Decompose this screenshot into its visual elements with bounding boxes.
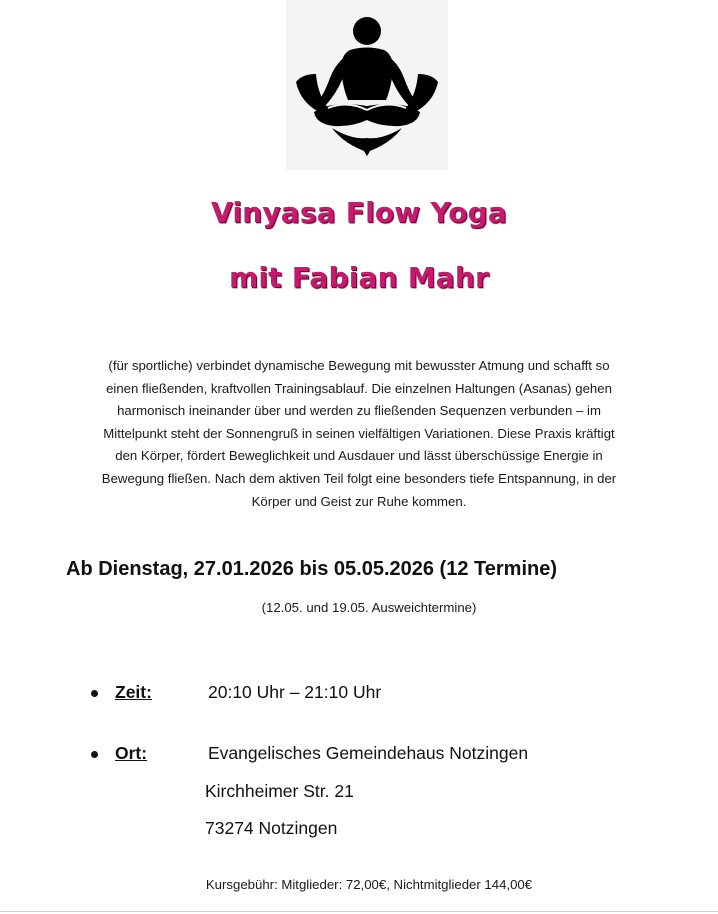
meditation-lotus-icon	[292, 14, 442, 156]
description-line: den Körper, fördert Beweglichkeit und Ausdauer und lässt überschüssige Energie in	[115, 448, 603, 464]
bullet-icon	[91, 690, 98, 697]
time-value: 20:10 Uhr – 21:10 Uhr	[208, 682, 382, 702]
page-divider	[0, 911, 718, 912]
course-fee: Kursgebühr: Mitglieder: 72,00€, Nichtmitglieder 144,00€	[205, 877, 533, 892]
place-city: 73274 Notzingen	[205, 818, 338, 838]
description-line: (für sportliche) verbindet dynamische Bewegung mit bewusster Atmung und schafft so	[108, 358, 610, 373]
place-label: Ort:	[115, 743, 148, 763]
bullet-icon	[91, 751, 98, 758]
time-label: Zeit:	[115, 682, 152, 702]
page-title: Vinyasa Flow Yoga	[210, 196, 508, 229]
alternate-dates: (12.05. und 19.05. Ausweichtermine)	[261, 600, 477, 615]
instructor-title: mit Fabian Mahr	[228, 261, 489, 294]
place-street: Kirchheimer Str. 21	[205, 781, 354, 801]
description-line: harmonisch ineinander über und werden zu fließenden Sequenzen verbunden – im	[117, 403, 601, 419]
course-description	[62, 355, 656, 513]
yoga-logo	[286, 0, 448, 170]
place-name: Evangelisches Gemeindehaus Notzingen	[208, 743, 529, 763]
description-line: Bewegung fließen. Nach dem aktiven Teil folgt eine besonders tiefe Entspannung, in der	[101, 470, 617, 486]
description-line: Mittelpunkt steht der Sonnengruß in seinen vielfältigen Variationen. Diese Praxis kräftigt	[103, 425, 615, 441]
description-line: einen fließenden, kraftvollen Trainingsablauf. Die einzelnen Haltungen (Asanas) gehen	[106, 380, 612, 396]
description-line: Körper und Geist zur Ruhe kommen.	[251, 493, 467, 509]
course-dates: Ab Dienstag, 27.01.2026 bis 05.05.2026 (12 Termine)	[66, 558, 557, 580]
